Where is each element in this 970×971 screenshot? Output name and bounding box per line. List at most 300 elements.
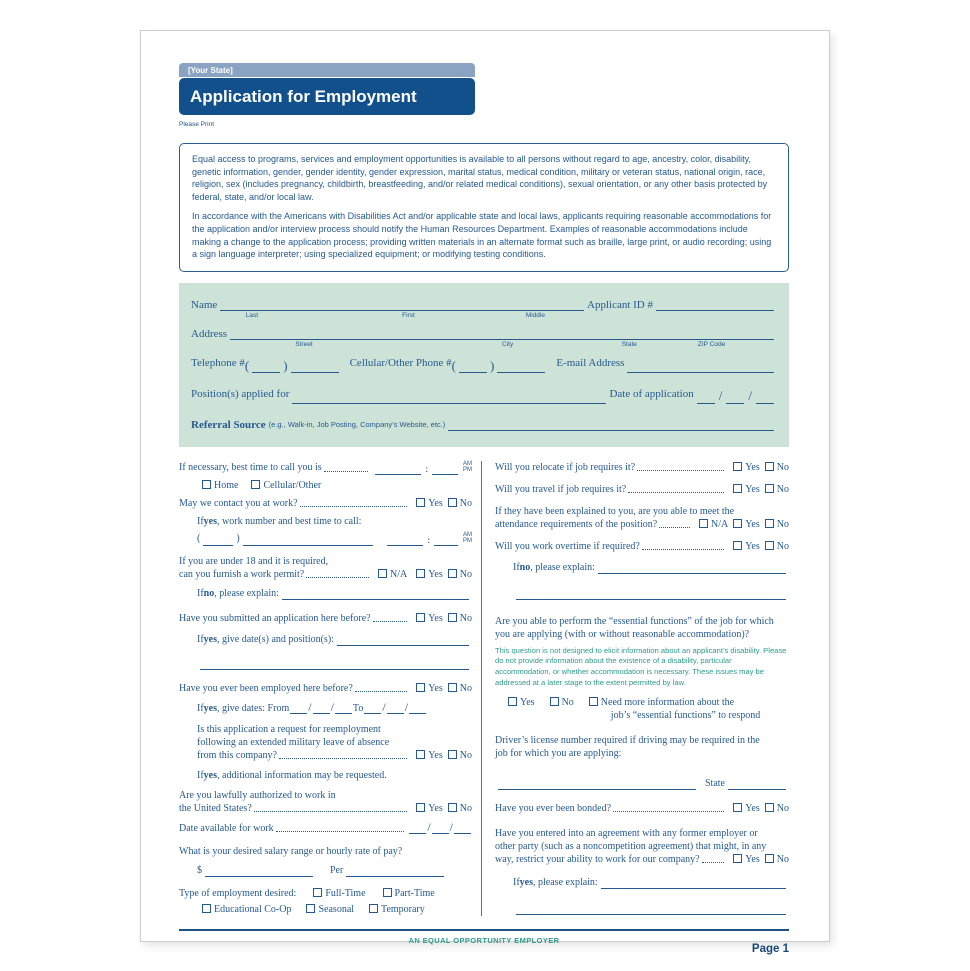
checkbox-label: No xyxy=(776,854,789,866)
question-text: $ xyxy=(197,864,202,876)
checkbox-no[interactable] xyxy=(765,518,789,531)
question-text: If xyxy=(197,702,204,714)
checkbox-part-time[interactable] xyxy=(383,887,435,900)
address-input-line[interactable] xyxy=(230,329,774,348)
blank-input-line[interactable] xyxy=(598,564,786,574)
checkbox-educational-co-op[interactable] xyxy=(202,903,291,916)
question-text: What is your desired salary range or hourly rate of pay? xyxy=(179,845,403,857)
checkbox-label: No xyxy=(459,568,472,580)
slash-separator: / xyxy=(449,819,453,834)
form-row xyxy=(495,461,789,474)
form-row xyxy=(179,633,472,646)
referral-source-row xyxy=(191,419,777,431)
checkbox-box-icon[interactable] xyxy=(765,462,774,471)
form-row xyxy=(179,555,472,568)
question-text-bold: yes xyxy=(203,769,218,781)
telephone-label: Telephone # xyxy=(191,356,245,369)
question-text: , give dates: From xyxy=(217,702,290,714)
checkbox-no[interactable] xyxy=(550,696,574,709)
sublabel-city: City xyxy=(502,340,514,348)
question-text: State xyxy=(705,778,725,790)
applicant-id-input-line[interactable] xyxy=(656,300,774,311)
am-label: AM xyxy=(463,531,472,538)
checkbox-box-icon[interactable] xyxy=(448,803,457,812)
form-row xyxy=(179,903,472,916)
checkbox-box-icon[interactable] xyxy=(306,904,315,913)
application-date-year-line[interactable] xyxy=(756,393,774,404)
blank-input-line[interactable] xyxy=(516,905,786,915)
pm-label: PM xyxy=(463,538,472,545)
checkbox-yes[interactable] xyxy=(416,568,443,581)
checkbox-no[interactable] xyxy=(765,540,789,553)
slash-separator: / xyxy=(382,699,386,714)
address-row xyxy=(191,327,777,348)
checkbox-box-icon[interactable] xyxy=(416,683,425,692)
checkbox-no[interactable] xyxy=(765,461,789,474)
checkbox-box-icon[interactable] xyxy=(699,519,708,528)
checkbox-box-icon[interactable] xyxy=(733,484,742,493)
checkbox-no[interactable] xyxy=(448,497,472,510)
checkbox-box-icon[interactable] xyxy=(416,750,425,759)
checkbox-seasonal[interactable] xyxy=(306,903,354,916)
question-text: job for which you are applying: xyxy=(495,748,622,760)
checkbox-yes[interactable] xyxy=(733,853,760,866)
close-paren: ) xyxy=(489,357,495,373)
form-row xyxy=(179,769,472,782)
form-row xyxy=(495,734,789,747)
equal-opportunity-label: AN EQUAL OPPORTUNITY EMPLOYER xyxy=(408,935,560,945)
checkbox-no[interactable] xyxy=(765,802,789,815)
checkbox-yes[interactable] xyxy=(416,497,443,510)
checkbox-yes[interactable] xyxy=(733,518,760,531)
form-row xyxy=(179,612,472,625)
form-row xyxy=(495,696,789,722)
checkbox-box-icon[interactable] xyxy=(313,888,322,897)
question-text-bold: yes xyxy=(203,702,218,714)
application-date-month-line[interactable] xyxy=(697,393,715,404)
pm-label: PM xyxy=(463,467,472,474)
am-pm-label xyxy=(463,461,472,474)
checkbox-label: Yes xyxy=(428,749,443,761)
form-row xyxy=(495,876,789,889)
checkbox-label: Yes xyxy=(745,518,760,530)
cellular-number-line[interactable] xyxy=(497,362,545,373)
checkbox-label: Yes xyxy=(520,697,535,709)
checkbox-label: No xyxy=(776,461,789,473)
question-text: , work number and best time to call: xyxy=(217,515,362,527)
question-text: the United States? xyxy=(179,802,252,814)
footer-rule xyxy=(179,929,789,931)
state-tab-label: [Your State] xyxy=(188,66,233,75)
sublabel-first: First xyxy=(402,311,415,319)
checkbox-box-icon[interactable] xyxy=(733,803,742,812)
question-text: Are you able to perform the “essential functions” of the job for which xyxy=(495,615,774,627)
checkbox-box-icon[interactable] xyxy=(733,541,742,550)
question-text: , please explain: xyxy=(214,587,279,599)
checkbox-no[interactable] xyxy=(448,568,472,581)
question-text-bold: yes xyxy=(203,633,218,645)
open-paren: ( xyxy=(244,357,250,373)
positions-label: Position(s) applied for xyxy=(191,387,290,400)
checkbox-home[interactable] xyxy=(202,479,238,492)
question-text: ) xyxy=(236,532,240,544)
form-row xyxy=(179,568,472,581)
date-blank-line[interactable] xyxy=(454,824,471,834)
question-text: attendance requirements of the position? xyxy=(495,518,658,530)
question-text: Type of employment desired: xyxy=(179,887,297,899)
form-title-banner xyxy=(179,78,475,115)
blank-input-line[interactable] xyxy=(434,536,458,546)
referral-source-input-line[interactable] xyxy=(448,420,774,431)
am-pm-label xyxy=(463,532,472,545)
slash-separator: / xyxy=(330,699,334,714)
checkbox-box-icon[interactable] xyxy=(416,498,425,507)
checkbox-yes[interactable] xyxy=(416,749,443,762)
form-row xyxy=(179,887,472,900)
blank-input-line[interactable] xyxy=(516,590,786,600)
blank-input-line[interactable] xyxy=(346,867,444,877)
checkbox-box-icon[interactable] xyxy=(733,462,742,471)
checkbox-yes[interactable] xyxy=(416,612,443,625)
form-row xyxy=(179,461,472,475)
sublabel-zip: ZIP Code xyxy=(697,340,726,348)
checkbox-label: N/A xyxy=(710,518,729,530)
questions-left-column xyxy=(179,461,481,916)
question-text: If you are under 18 and it is required, xyxy=(179,555,329,567)
form-row xyxy=(495,905,789,915)
question-text: If xyxy=(197,515,204,527)
form-row xyxy=(179,736,472,749)
slash-separator: / xyxy=(404,699,409,714)
question-text: If they have been explained to you, are you able to meet the xyxy=(495,505,735,517)
form-row xyxy=(179,821,472,835)
page-number: Page 1 xyxy=(751,942,789,955)
checkbox-label: Yes xyxy=(745,803,760,815)
checkbox-yes[interactable] xyxy=(733,461,760,474)
blank-input-line[interactable] xyxy=(282,590,469,600)
checkbox-label: Yes xyxy=(428,568,443,580)
form-row xyxy=(495,827,789,840)
form-row xyxy=(179,515,472,528)
sublabel-middle: Middle xyxy=(525,311,545,319)
dotted-leader xyxy=(324,471,369,472)
checkbox-label: Yes xyxy=(428,497,443,509)
checkbox-label: No xyxy=(561,697,574,709)
checkbox-no[interactable] xyxy=(448,682,472,695)
checkbox-full-time[interactable] xyxy=(313,887,365,900)
date-of-application-label: Date of application xyxy=(609,387,694,400)
colon-separator: : xyxy=(425,464,428,474)
date-input-field[interactable] xyxy=(408,821,472,834)
checkbox-label: N/A xyxy=(389,568,408,580)
blank-input-line[interactable] xyxy=(375,465,421,475)
checkbox-no[interactable] xyxy=(448,612,472,625)
date-blank-line[interactable] xyxy=(409,824,426,834)
form-row xyxy=(495,518,789,531)
question-text: If xyxy=(197,633,204,645)
question-text: If necessary, best time to call you is xyxy=(179,461,322,473)
question-text: Is this application a request for reemployment xyxy=(197,723,381,735)
date-blank-line[interactable] xyxy=(364,704,381,714)
dotted-leader xyxy=(628,492,724,493)
form-row xyxy=(495,802,789,815)
checkbox-label: Yes xyxy=(745,483,760,495)
checkbox-label: Part-Time xyxy=(394,887,435,899)
form-row xyxy=(495,505,789,518)
checkbox-cellular-other[interactable] xyxy=(251,479,321,492)
checkbox-box-icon[interactable] xyxy=(765,541,774,550)
checkbox-label: No xyxy=(459,802,472,814)
position-row xyxy=(191,388,777,404)
dotted-leader xyxy=(637,470,724,471)
checkbox-label: Cellular/Other xyxy=(263,479,322,491)
checkbox-yes[interactable] xyxy=(733,802,760,815)
form-title: Application for Employment xyxy=(190,87,417,106)
checkbox-box-icon[interactable] xyxy=(416,569,425,578)
checkbox-box-icon[interactable] xyxy=(765,854,774,863)
question-text: Driver’s license number required if driving may be required in the xyxy=(495,735,760,747)
checkbox-label: Educational Co-Op xyxy=(214,903,292,915)
question-text: from this company? xyxy=(197,749,277,761)
date-blank-line[interactable] xyxy=(432,824,449,834)
checkbox-box-icon[interactable] xyxy=(251,480,260,489)
close-paren: ) xyxy=(283,357,288,373)
checkbox-no[interactable] xyxy=(448,749,472,762)
form-row xyxy=(179,587,472,600)
checkbox-label: Yes xyxy=(428,802,443,814)
please-print-note: Please Print xyxy=(179,121,215,128)
checkbox-box-icon[interactable] xyxy=(378,569,387,578)
checkbox-n-a[interactable] xyxy=(699,518,728,531)
applicant-id-label: Applicant ID # xyxy=(587,298,653,311)
disability-fine-print: This question is not designed to elicit information about an applicant’s disability. Please do not provide information about the existence of a disability, particular accommodation, or whether accommodation is necessary. These issues may be addressed at a later stage to the extent permitted by law. xyxy=(495,645,787,687)
form-row xyxy=(179,789,472,802)
blank-input-line[interactable] xyxy=(203,536,233,546)
checkbox-box-icon[interactable] xyxy=(448,613,457,622)
checkbox-label: Yes xyxy=(745,461,760,473)
checkbox-yes[interactable] xyxy=(733,483,760,496)
question-text: If xyxy=(513,561,520,573)
checkbox-box-icon[interactable] xyxy=(369,904,378,913)
dotted-leader xyxy=(306,577,369,578)
question-text: following an extended military leave of absence xyxy=(197,736,390,748)
form-row xyxy=(179,845,472,858)
checkbox-yes[interactable] xyxy=(733,540,760,553)
form-row xyxy=(495,853,789,866)
checkbox-box-icon[interactable] xyxy=(383,888,392,897)
checkbox-box-icon[interactable] xyxy=(765,484,774,493)
checkbox-box-icon[interactable] xyxy=(448,683,457,692)
question-text: ( xyxy=(197,532,201,544)
eeo-paragraph-2: In accordance with the Americans with Disabilities Act and/or applicable state and local laws, applicants requiring reasonable accommodations for the application and/or interview process should notify the Human Resources Department. Examples of reasonable accommodations include making a change to the application process; providing written materials in an alternate format such as braille, large print, or audio recording; using a sign language interpreter; using specialized equipment; or modifying testing conditions. xyxy=(192,211,772,260)
date-blank-line[interactable] xyxy=(290,704,307,714)
checkbox-label: No xyxy=(459,749,472,761)
form-row xyxy=(179,479,472,492)
checkbox-label: No xyxy=(776,518,789,530)
question-text: other party (such as a noncompetition agreement) that might, in any xyxy=(495,841,767,853)
cellular-area-code-line[interactable] xyxy=(459,362,487,373)
form-row xyxy=(179,532,472,546)
dotted-leader xyxy=(279,758,407,759)
checkbox-label-line: Need more information about the xyxy=(600,697,735,709)
dotted-leader xyxy=(300,506,408,507)
form-row xyxy=(179,802,472,815)
question-text-bold: yes xyxy=(519,877,534,889)
checkbox-need-more-information-about-the[interactable] xyxy=(589,696,760,722)
checkbox-box-icon[interactable] xyxy=(508,697,517,706)
checkbox-no[interactable] xyxy=(448,802,472,815)
colon-separator: : xyxy=(427,535,430,545)
checkbox-label-line: job’s “essential functions” to respond xyxy=(610,709,761,721)
question-text: , please explain: xyxy=(530,561,595,573)
blank-input-line[interactable] xyxy=(337,636,469,646)
eeo-notice-box xyxy=(179,143,789,272)
state-tab xyxy=(179,63,475,77)
checkbox-box-icon[interactable] xyxy=(416,803,425,812)
form-row xyxy=(495,561,789,574)
question-text: Will you relocate if job requires it? xyxy=(495,461,636,473)
email-input-line[interactable] xyxy=(627,362,774,373)
slash-separator: / xyxy=(308,699,312,714)
checkbox-n-a[interactable] xyxy=(378,568,407,581)
form-row xyxy=(495,483,789,496)
checkbox-box-icon[interactable] xyxy=(765,519,774,528)
date-input-field[interactable] xyxy=(289,701,353,714)
application-form-page xyxy=(140,30,830,955)
blank-input-line[interactable] xyxy=(432,465,458,475)
checkbox-box-icon[interactable] xyxy=(202,904,211,913)
open-paren: ( xyxy=(451,357,456,373)
form-row xyxy=(495,840,789,853)
checkbox-box-icon[interactable] xyxy=(733,854,742,863)
questions-section xyxy=(179,461,789,916)
date-input-field[interactable] xyxy=(363,701,427,714)
name-row xyxy=(191,298,777,319)
blank-input-line[interactable] xyxy=(200,660,469,670)
checkbox-label: No xyxy=(459,497,472,509)
question-text: If xyxy=(197,769,204,781)
form-row xyxy=(179,497,472,510)
blank-input-line[interactable] xyxy=(387,536,423,546)
question-text: Date available for work xyxy=(179,822,274,834)
date-blank-line[interactable] xyxy=(313,704,330,714)
am-label: AM xyxy=(463,460,472,467)
name-label: Name xyxy=(191,298,218,311)
question-text: Have you ever been bonded? xyxy=(495,803,612,815)
form-row xyxy=(495,590,789,600)
form-row xyxy=(495,615,789,628)
blank-input-line[interactable] xyxy=(205,867,313,877)
cellular-label: Cellular/Other Phone # xyxy=(349,356,452,369)
slash-separator: / xyxy=(427,819,431,834)
dotted-leader xyxy=(355,691,407,692)
question-text: can you furnish a work permit? xyxy=(179,568,305,580)
form-row xyxy=(179,701,472,715)
checkbox-label: No xyxy=(776,483,789,495)
question-text: Have you ever been employed here before? xyxy=(179,682,353,694)
checkbox-no[interactable] xyxy=(765,483,789,496)
checkbox-label: Full-Time xyxy=(325,887,366,899)
checkbox-label: Temporary xyxy=(381,903,425,915)
date-blank-line[interactable] xyxy=(409,704,426,714)
form-row xyxy=(179,723,472,736)
question-text: Will you work overtime if required? xyxy=(495,540,640,552)
application-date-day-line[interactable] xyxy=(726,393,744,404)
question-text: To xyxy=(352,702,364,714)
name-input-line[interactable] xyxy=(220,300,584,319)
checkbox-box-icon[interactable] xyxy=(765,803,774,812)
checkbox-box-icon[interactable] xyxy=(448,569,457,578)
question-text: Will you travel if job requires it? xyxy=(495,483,627,495)
checkbox-box-icon[interactable] xyxy=(550,697,559,706)
question-text: Per xyxy=(330,864,344,876)
question-text-bold: no xyxy=(519,561,531,573)
checkbox-yes[interactable] xyxy=(508,696,535,709)
checkbox-box-icon[interactable] xyxy=(416,613,425,622)
telephone-area-code-line[interactable] xyxy=(252,362,280,373)
checkbox-label: No xyxy=(776,803,789,815)
question-text: , give date(s) and position(s): xyxy=(217,633,334,645)
applicant-info-section xyxy=(179,283,789,447)
checkbox-box-icon[interactable] xyxy=(448,750,457,759)
question-text: , additional information may be requested. xyxy=(217,769,387,781)
slash-separator: / xyxy=(718,387,723,403)
phone-email-row xyxy=(191,357,777,373)
blank-input-line[interactable] xyxy=(498,780,696,790)
slash-separator: / xyxy=(748,387,752,403)
form-row xyxy=(179,864,472,877)
blank-input-line[interactable] xyxy=(243,536,374,546)
form-row xyxy=(179,682,472,695)
dotted-leader xyxy=(642,549,724,550)
question-text: Have you submitted an application here before? xyxy=(179,612,371,624)
checkbox-label: Yes xyxy=(745,854,760,866)
checkbox-box-icon[interactable] xyxy=(448,498,457,507)
email-label: E-mail Address xyxy=(556,356,625,369)
question-text: , please explain: xyxy=(533,877,598,889)
date-blank-line[interactable] xyxy=(335,704,352,714)
question-text: If xyxy=(513,877,520,889)
blank-input-line[interactable] xyxy=(728,780,786,790)
checkbox-no[interactable] xyxy=(765,853,789,866)
checkbox-box-icon[interactable] xyxy=(202,480,211,489)
eeo-paragraph-1: Equal access to programs, services and employment opportunities is available to all persons without regard to age, ancestry, color, disability, genetic information, gender, gender identity, gender expression, marital status, medical condition, military or veteran status, national origin, race, religion, sex (includes pregnancy, childbirth, breastfeeding, and/or related medical conditions), sexual orientation, or any other basis protected by federal, state, and/or local law. xyxy=(192,154,768,202)
question-text: Are you lawfully authorized to work in xyxy=(179,789,336,801)
checkbox-label: No xyxy=(459,682,472,694)
page-footer xyxy=(179,929,789,955)
dotted-leader xyxy=(254,811,407,812)
checkbox-box-icon[interactable] xyxy=(589,697,598,706)
form-row xyxy=(495,540,789,553)
referral-source-label: Referral Source xyxy=(191,418,266,431)
dotted-leader xyxy=(659,527,690,528)
checkbox-yes[interactable] xyxy=(416,802,443,815)
checkbox-temporary[interactable] xyxy=(369,903,425,916)
checkbox-box-icon[interactable] xyxy=(733,519,742,528)
checkbox-label: Yes xyxy=(428,612,443,624)
dotted-leader xyxy=(276,831,405,832)
blank-input-line[interactable] xyxy=(601,879,786,889)
question-text: May we contact you at work? xyxy=(179,497,298,509)
question-text: Have you entered into an agreement with any former employer or xyxy=(495,828,758,840)
telephone-number-line[interactable] xyxy=(291,362,339,373)
positions-input-line[interactable] xyxy=(292,393,606,404)
date-blank-line[interactable] xyxy=(387,704,404,714)
checkbox-label: Yes xyxy=(428,682,443,694)
checkbox-yes[interactable] xyxy=(416,682,443,695)
question-text: you are applying (with or without reasonable accommodation)? xyxy=(495,628,750,640)
address-label: Address xyxy=(191,327,228,340)
